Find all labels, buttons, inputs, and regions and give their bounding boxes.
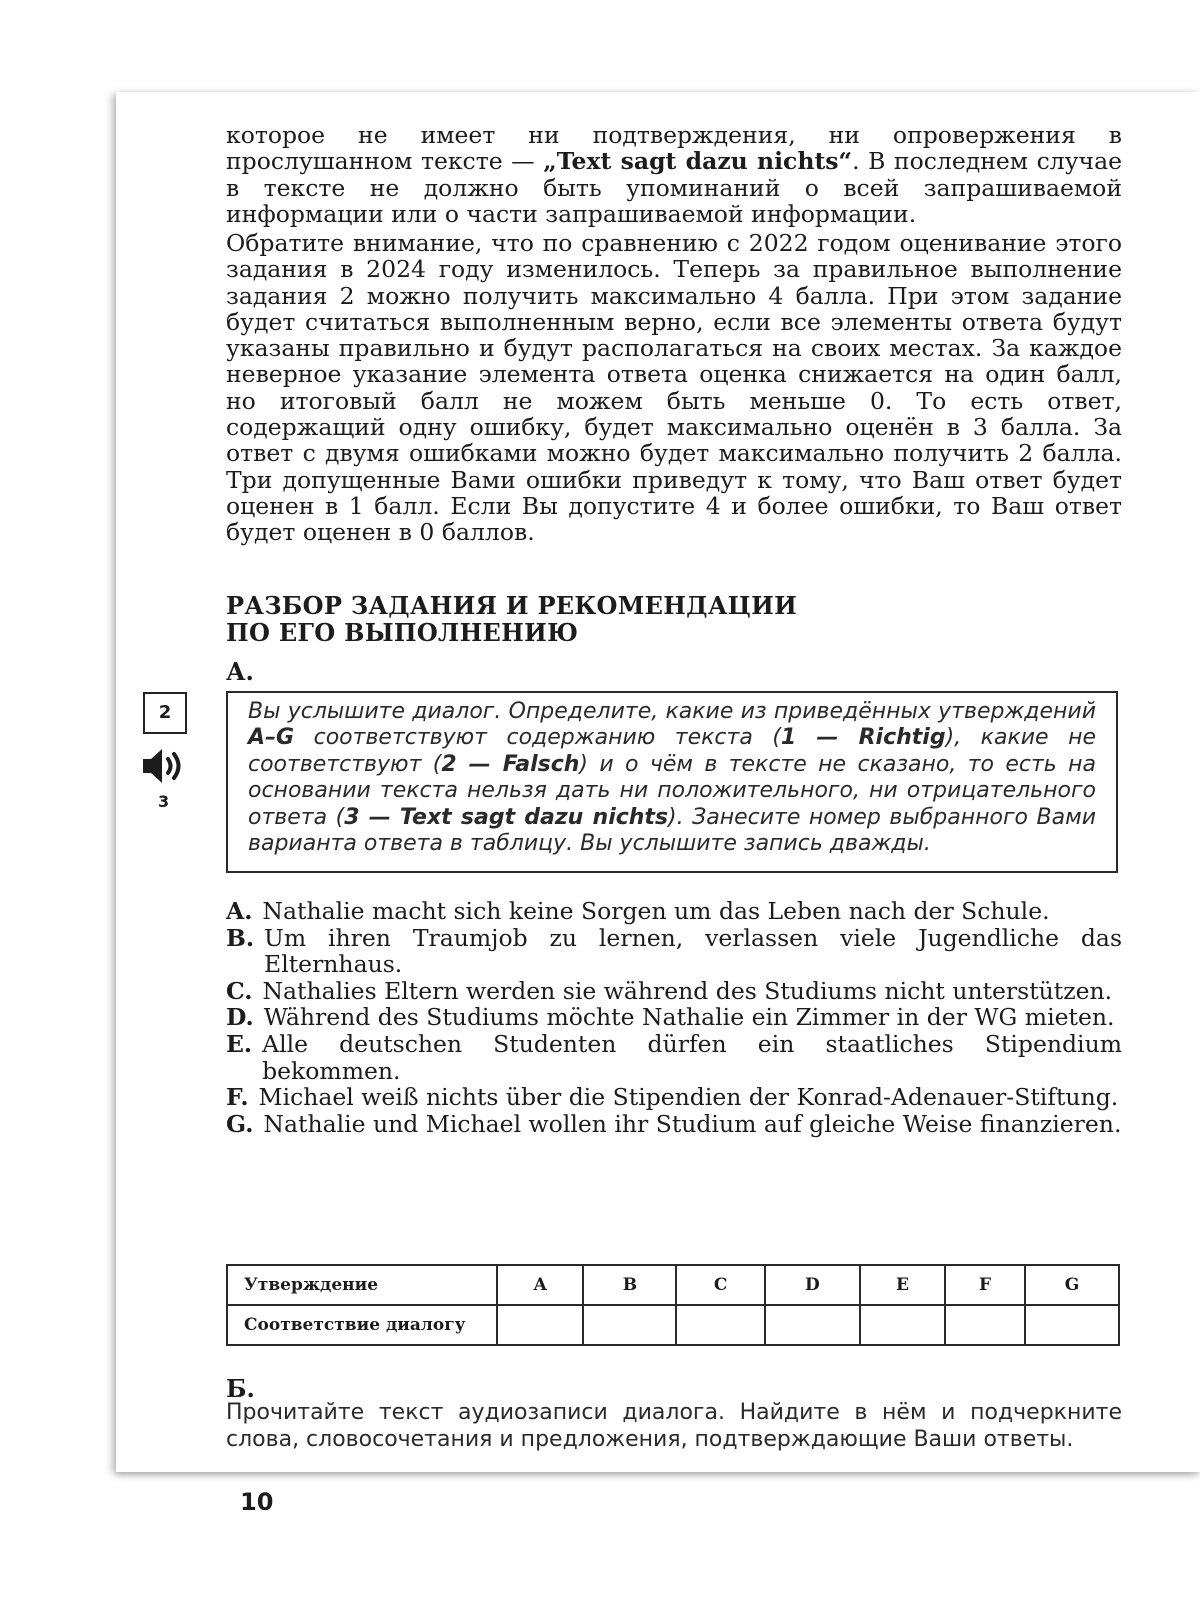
- audio-track-number: 3: [158, 792, 170, 811]
- answer-cell-e[interactable]: [860, 1305, 945, 1345]
- intro-paragraph-2: Обратите внимание, что по сравнению с 2022 годом оценивание этого задания в 2024 году изменилось. Теперь за правильное выполнение задания 2 можно получить максимально 4 балла. При этом задание будет считаться выполненным верно, если все элементы ответа будут указаны правильно и будут располагаться на своих местах. За каждое неверное указание элемента ответа оценка снижается на один балл, но итоговый балл не можем быть меньше 0. То есть ответ, содержащий одну ошибку, будет максимально оценён в 3 балла. За ответ с двумя ошибками можно будет максимально получить 2 балла. Три допущенные Вами ошибки приведут к тому, что Ваш ответ будет оценен в 1 балл. Если Вы допустите 4 и более ошибки, то Ваш ответ будет оценен в 0 баллов.: [226, 229, 1122, 547]
- statement-c: C. Nathalies Eltern werden sie während des Studiums nicht unterstützen.: [226, 976, 1113, 1005]
- row-label-correspondence: Соответствие диалогу: [227, 1305, 497, 1345]
- column-header-c: C: [676, 1265, 764, 1305]
- answer-cell-g[interactable]: [1025, 1305, 1119, 1345]
- column-header-a: A: [497, 1265, 583, 1305]
- page-number: 10: [240, 1488, 274, 1516]
- answer-cell-b[interactable]: [583, 1305, 676, 1345]
- column-header-d: D: [765, 1265, 860, 1305]
- task-instruction-box: Вы услышите диалог. Определите, какие из приведённых утверждений A–G соответствуют содержанию текста (1 — Richtig), какие не соответствуют (2 — Falsch) и о чём в тексте не сказано, то есть на основании текста нельзя дать ни положительного, ни отрицательного ответа (3 — Text sagt dazu nichts). Занесите номер выбранного Вами варианта ответа в таблицу. Вы услышите запись дважды.: [226, 691, 1118, 873]
- answer-table: [226, 1264, 1120, 1346]
- statement-e: E. Alle deutschen Studenten dürfen ein staatliches Stipendium bekommen.: [226, 1029, 1122, 1085]
- column-header-f: F: [945, 1265, 1025, 1305]
- statement-d: D. Während des Studiums möchte Nathalie ein Zimmer in der WG mieten.: [226, 1003, 1115, 1032]
- section-b-instruction: Прочитайте текст аудиозаписи диалога. Найдите в нём и подчеркните слова, словосочетания и предложения, подтверждающие Ваши ответы.: [226, 1400, 1122, 1452]
- statement-f: F. Michael weiß nichts über die Stipendien der Konrad-Adenauer-Stiftung.: [226, 1083, 1119, 1112]
- task-number-badge: 2: [143, 692, 187, 734]
- statement-a: A. Nathalie macht sich keine Sorgen um das Leben nach der Schule.: [226, 897, 1050, 925]
- statement-b: B. Um ihren Traumjob zu lernen, verlassen viele Jugendliche das Elternhaus.: [226, 923, 1122, 979]
- statement-list: [226, 898, 1122, 1137]
- answer-cell-d[interactable]: [765, 1305, 860, 1345]
- section-heading: РАЗБОР ЗАДАНИЯ И РЕКОМЕНДАЦИИ ПО ЕГО ВЫПОЛНЕНИЮ: [226, 591, 798, 647]
- answer-cell-a[interactable]: [497, 1305, 583, 1345]
- table-header-row: [227, 1265, 1119, 1305]
- statement-g: G. Nathalie und Michael wollen ihr Studium auf gleiche Weise finanzieren.: [226, 1109, 1122, 1138]
- answer-cell-f[interactable]: [945, 1305, 1025, 1345]
- column-header-e: E: [860, 1265, 945, 1305]
- section-a-label: А.: [226, 657, 254, 686]
- answer-cell-c[interactable]: [676, 1305, 764, 1345]
- intro-paragraph-1: которое не имеет ни подтверждения, ни опровержения в прослушанном тексте — „Text sagt dazu nichts“. В последнем случае в тексте не должно быть упоминаний о всей запрашиваемой информации или о части запрашиваемой информации.: [226, 121, 1122, 228]
- row-label-statement: Утверждение: [227, 1265, 497, 1305]
- table-answer-row: [227, 1305, 1119, 1345]
- column-header-b: B: [583, 1265, 676, 1305]
- text-sagt-dazu-nichts-term: „Text sagt dazu nichts“: [543, 147, 853, 176]
- speaker-icon[interactable]: [141, 746, 191, 786]
- section-b-label: Б.: [226, 1374, 255, 1403]
- column-header-g: G: [1025, 1265, 1119, 1305]
